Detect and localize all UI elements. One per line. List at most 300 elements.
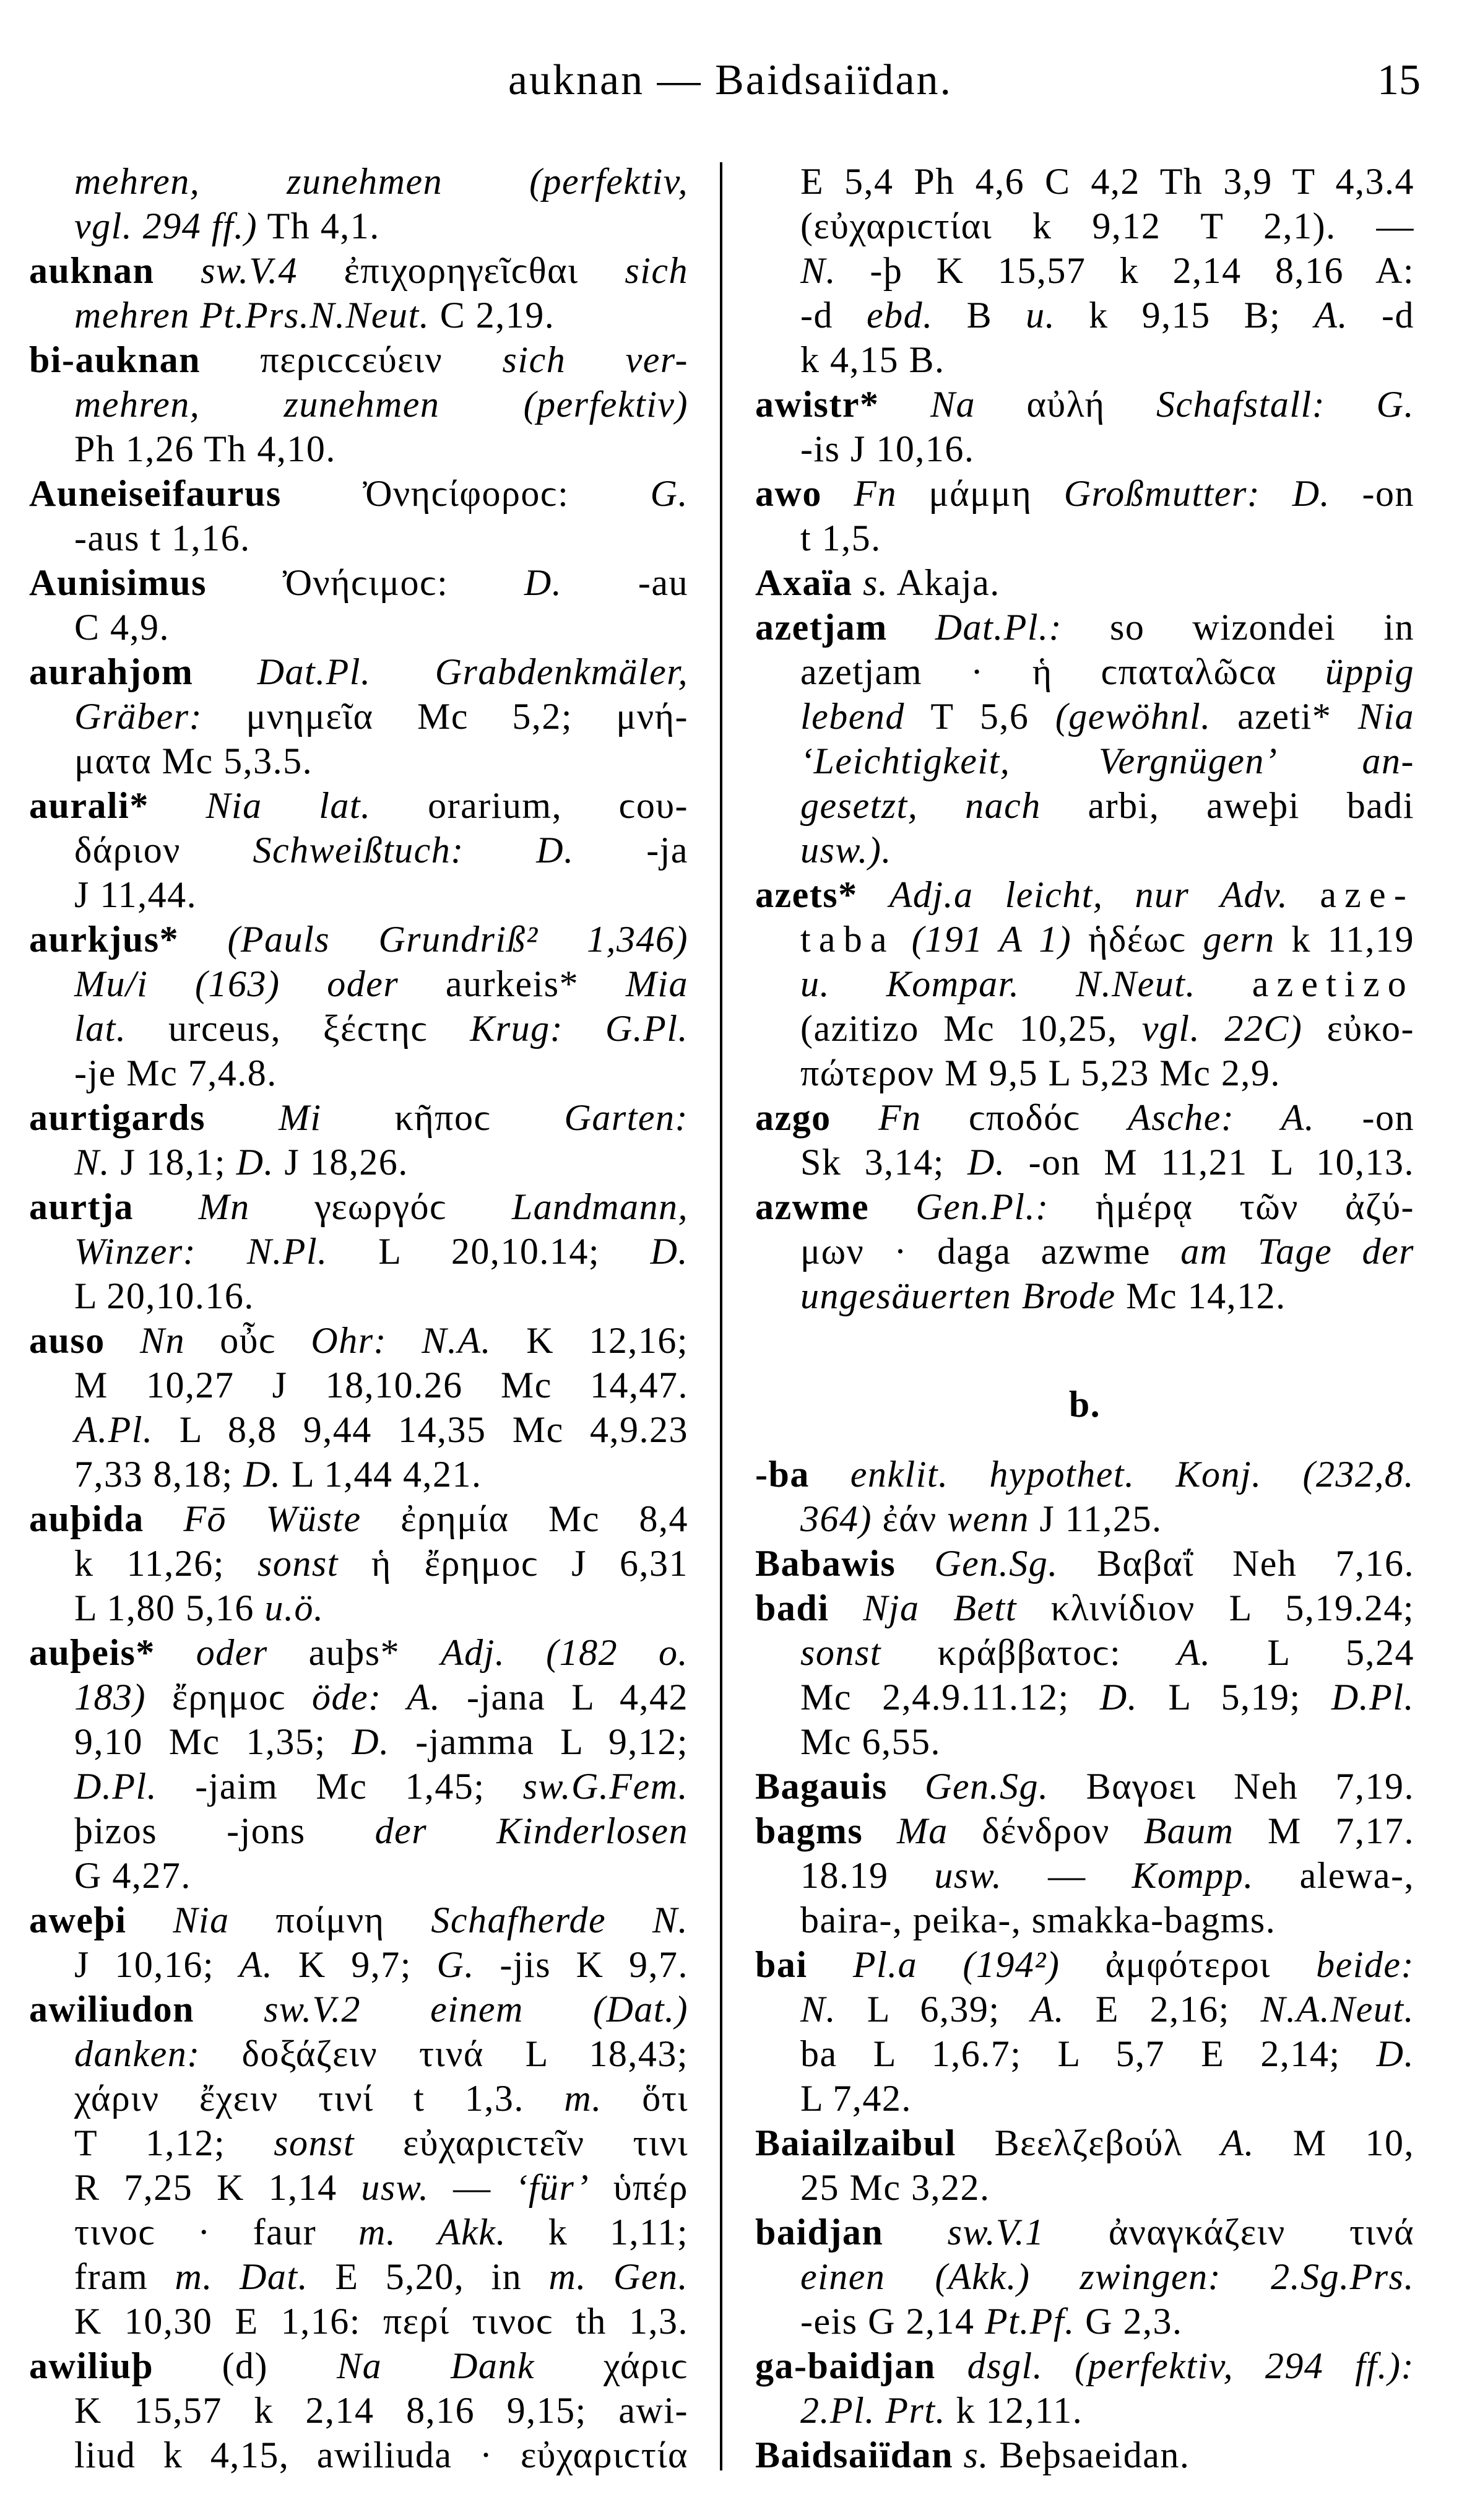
text: azetjam · ἡ ϲπαταλῶϲα [800, 651, 1325, 692]
text [895, 919, 912, 960]
entry-first-line [29, 650, 688, 694]
headword: Aunisimus [29, 562, 207, 603]
text: γεωργόϲ [249, 1186, 512, 1227]
italic-gloss: am Tage der [1180, 1231, 1414, 1272]
italic-gloss: Adj.a leicht, nur Adv. [889, 874, 1289, 915]
section-heading [755, 1382, 1414, 1427]
text: K 10,30 E 1,16: περί τινοϲ th 1,3. [74, 2301, 688, 2342]
italic-gloss: u. [1026, 295, 1056, 336]
text: ἐρημία Mc 8,4 [361, 1498, 688, 1539]
entry-line [755, 694, 1414, 739]
column-divider [720, 162, 722, 2470]
italic-gloss: Nja Bett [863, 1588, 1017, 1628]
entry-line [29, 159, 688, 204]
entry-line [29, 1853, 688, 1898]
headword: awiliudon [29, 1989, 194, 2030]
text: 9,10 Mc 1,35; [74, 1721, 352, 1762]
text [179, 919, 227, 960]
entry-first-line [29, 560, 688, 605]
entry-first-line [755, 2210, 1414, 2254]
italic-gloss: sich [625, 250, 688, 291]
section-letter: b. [1068, 1384, 1101, 1425]
text: ὅτι [602, 2078, 688, 2119]
entry-line [755, 1140, 1414, 1184]
italic-gloss: ebd. [866, 295, 933, 336]
text [888, 1766, 925, 1807]
text [206, 1097, 279, 1138]
entry-first-line [755, 2344, 1414, 2388]
entry-line [755, 1051, 1414, 1095]
text [149, 785, 206, 826]
text: 7,33 8,18; [74, 1454, 244, 1495]
entry-first-line [755, 1586, 1414, 1630]
entry-line [755, 1274, 1414, 1318]
italic-gloss: m. [564, 2078, 602, 2119]
italic-gloss: sw.V.2 einem (Dat.) [264, 1989, 688, 2030]
entry-line [755, 1987, 1414, 2031]
italic-gloss: Winzer: N.Pl. [74, 1231, 328, 1272]
text: L 8,8 9,44 14,35 Mc 4,9.23 [153, 1409, 688, 1450]
entry-first-line [755, 1452, 1414, 1497]
text: εὐκο- [1302, 1008, 1414, 1049]
italic-gloss: sich ver- [502, 339, 688, 380]
text: — [1002, 1855, 1132, 1896]
entry-first-line [755, 1095, 1414, 1140]
italic-gloss: beide: [1316, 1944, 1414, 1985]
text: οὖϲ [185, 1320, 311, 1361]
text: azeti* [1211, 696, 1358, 737]
italic-gloss: usw. [361, 2167, 430, 2208]
italic-gloss: Mi [278, 1097, 322, 1138]
headword: Baidsaiïdan [755, 2435, 953, 2475]
italic-gloss: enklit. hypothet. Konj. (232,8. [850, 1454, 1414, 1495]
text: -je Mc 7,4.8. [74, 1053, 277, 1093]
entry-line [755, 2031, 1414, 2076]
entry-line [755, 962, 1414, 1006]
italic-gloss: mehren, zunehmen (perfektiv) [74, 384, 688, 425]
text: þizos -jons [74, 1810, 375, 1851]
italic-gloss: Fn [854, 473, 897, 514]
italic-gloss: lat. [74, 1008, 127, 1049]
italic-gloss: Schafherde N. [431, 1900, 688, 1940]
italic-gloss: ‘für’ [515, 2167, 590, 2208]
entry-line [755, 1719, 1414, 1764]
text: J 18,1; [110, 1142, 236, 1183]
text: Βαγοει Neh 7,19. [1049, 1766, 1414, 1807]
italic-gloss: Gen.Sg. [934, 1543, 1058, 1584]
italic-gloss: sonst [257, 1543, 339, 1584]
italic-gloss: N. [800, 1989, 837, 2030]
text: k 4,15 B. [800, 339, 945, 380]
italic-gloss: ‘Leichtigkeit, Vergnügen’ an- [800, 741, 1414, 781]
text: -jis K 9,7. [474, 1944, 688, 1985]
text: Akaja. [888, 562, 1000, 603]
italic-gloss: u.ö. [264, 1588, 324, 1628]
entry-line [755, 1497, 1414, 1541]
text: K 12,16; [491, 1320, 688, 1361]
italic-gloss: Kompp. [1132, 1855, 1254, 1896]
text: J 10,16; [74, 1944, 240, 1985]
entry-line [755, 337, 1414, 382]
italic-gloss: Nia lat. [206, 785, 371, 826]
headword: auþida [29, 1498, 144, 1539]
entry-first-line [29, 471, 688, 516]
entry-line [29, 1942, 688, 1987]
italic-gloss: A. [1177, 1632, 1211, 1673]
text: χάριϲ [535, 2345, 688, 2386]
entry-first-line [29, 337, 688, 382]
text: L 5,24 [1211, 1632, 1414, 1673]
entry-line [29, 1586, 688, 1630]
text: -þ K 15,57 k 2,14 8,16 A: [836, 250, 1414, 291]
entry-line [29, 2254, 688, 2299]
italic-gloss: Nia [1357, 696, 1414, 737]
headword: aurali* [29, 785, 149, 826]
entry-line [29, 872, 688, 917]
text: ἡ ἔρημοϲ J 6,31 [338, 1543, 688, 1584]
entry-line [29, 2165, 688, 2210]
entry-line [29, 1407, 688, 1452]
italic-gloss: Großmutter: D. [1063, 473, 1331, 514]
text: L 1,44 4,21. [281, 1454, 482, 1495]
entry-first-line [755, 605, 1414, 650]
text: ποίμνη [229, 1900, 431, 1940]
text [883, 2212, 947, 2253]
text: G 4,27. [74, 1855, 191, 1896]
italic-gloss: D. [1099, 1677, 1138, 1718]
text: μων · daga azwme [800, 1231, 1181, 1272]
entry-first-line [755, 2433, 1414, 2477]
italic-gloss: Krug: G.Pl. [470, 1008, 688, 1049]
entry-first-line [755, 1942, 1414, 1987]
entry-first-line [755, 560, 1414, 605]
italic-gloss: gesetzt, nach [800, 785, 1041, 826]
text [896, 1543, 934, 1584]
text: t 1,5. [800, 518, 881, 558]
entry-line [755, 2388, 1414, 2433]
italic-gloss: vgl. 22C) [1141, 1008, 1303, 1049]
spaced-text: azetizo [1252, 963, 1414, 1004]
text: κράββατοϲ: [881, 1632, 1177, 1673]
text: Mc 2,4.9.11.12; [800, 1677, 1100, 1718]
italic-gloss: lebend [800, 696, 905, 737]
text: -ja [574, 830, 688, 871]
italic-gloss: Na Dank [337, 2345, 535, 2386]
text [810, 1454, 850, 1495]
italic-gloss: N. [800, 250, 837, 291]
text: L 20,10.16. [74, 1275, 254, 1316]
italic-gloss: usw.). [800, 830, 892, 871]
headword: auso [29, 1320, 105, 1361]
text: k 1,11; [506, 2212, 688, 2253]
italic-gloss: Mu/i (163) oder [74, 963, 399, 1004]
entry-line [29, 1229, 688, 1274]
text: L 1,80 5,16 [74, 1588, 265, 1628]
text: πώτερον M 9,5 L 5,23 Mc 2,9. [800, 1053, 1281, 1093]
entry-line [29, 2299, 688, 2344]
entry-line [29, 1809, 688, 1853]
italic-gloss: usw. [934, 1855, 1003, 1896]
text: urceus, ξέϲτηϲ [126, 1008, 470, 1049]
text: -d [800, 295, 867, 336]
entry-line [755, 293, 1414, 337]
entry-line [755, 516, 1414, 560]
text [888, 607, 935, 648]
text: -au [562, 562, 688, 603]
italic-gloss: der Kinderlosen [374, 1810, 688, 1851]
italic-gloss: Ma [896, 1810, 948, 1851]
text: Βεελζεβούλ [956, 2122, 1221, 2163]
running-title: auknan — Baidsaiïdan. [508, 56, 953, 104]
text [154, 250, 201, 291]
headword: -ba [755, 1454, 810, 1495]
italic-gloss: D. [352, 1721, 390, 1762]
italic-gloss: D. [1376, 2033, 1414, 2074]
headword: Axaïa [755, 562, 853, 603]
text [155, 1632, 196, 1673]
text: M 7,17. [1234, 1810, 1414, 1851]
headword: bagms [755, 1810, 863, 1851]
italic-gloss: sonst [274, 2122, 355, 2163]
headword: Baiailzaibul [755, 2122, 956, 2163]
text: Ph 1,26 Th 4,10. [74, 428, 336, 469]
text [869, 1186, 915, 1227]
text: T 5,6 [904, 696, 1055, 737]
italic-gloss: (Pauls Grundriß² 1,346) [227, 919, 688, 960]
italic-gloss: gern [1203, 919, 1275, 960]
entry-first-line [29, 1318, 688, 1363]
headword: Bagauis [755, 1766, 888, 1807]
entry-line [29, 2121, 688, 2165]
text [822, 473, 854, 514]
entry-line [29, 427, 688, 471]
text: B [933, 295, 1026, 336]
text [1196, 963, 1252, 1004]
text: M 10,27 J 18,10.26 Mc 14,47. [74, 1365, 688, 1406]
text: Ὀνήϲιμοϲ: [206, 562, 524, 603]
entry-line [755, 1853, 1414, 1898]
italic-gloss: A. [1031, 1989, 1065, 2030]
italic-gloss: Landmann, [511, 1186, 688, 1227]
italic-gloss: D. [524, 562, 563, 603]
entry-first-line [755, 2121, 1414, 2165]
entry-line [755, 1898, 1414, 1942]
italic-gloss: Fō Wüste [183, 1498, 361, 1539]
text: ματα Mc 5,3.5. [74, 741, 313, 781]
headword: aurtigards [29, 1097, 206, 1138]
text: δοξάζειν τινά L 18,43; [200, 2033, 688, 2074]
italic-gloss: Pt.Pf. [984, 2301, 1075, 2342]
text: χάριν ἔχειν τινί t 1,3. [74, 2078, 565, 2119]
entry-line [755, 159, 1414, 204]
italic-gloss: D.Pl. [1331, 1677, 1414, 1718]
text: -jana L 4,42 [441, 1677, 688, 1718]
entry-first-line [29, 1095, 688, 1140]
italic-gloss: 2.Pl. Prt. [800, 2390, 946, 2431]
text: K 15,57 k 2,14 8,16 9,15; awi- [74, 2390, 688, 2431]
entry-first-line [755, 1764, 1414, 1809]
italic-gloss: sw.V.1 [947, 2212, 1045, 2253]
headword: aweþi [29, 1900, 127, 1940]
text: ἀναγκάζειν τινά [1044, 2212, 1414, 2253]
italic-gloss: sw.G.Fem. [522, 1766, 688, 1807]
entry-first-line [755, 872, 1414, 917]
entry-line [755, 1630, 1414, 1675]
text: 25 Mc 3,22. [800, 2167, 990, 2208]
text: -on [1315, 1097, 1414, 1138]
italic-gloss: vgl. 294 ff.) [74, 206, 258, 246]
text: k 9,15 B; [1055, 295, 1315, 336]
text: κῆποϲ [321, 1097, 565, 1138]
text: aurkeis* [399, 963, 626, 1004]
italic-gloss: oder [196, 1632, 268, 1673]
text: so wizondei in [1062, 607, 1414, 648]
headword: bi-auknan [29, 339, 201, 380]
text [853, 562, 863, 603]
page-number: 15 [1377, 56, 1421, 104]
italic-gloss: Gen.Sg. [925, 1766, 1049, 1807]
headword: azetjam [755, 607, 888, 648]
entry-line [755, 1006, 1414, 1051]
italic-gloss: D.Pl. [74, 1766, 158, 1807]
text: αὐλή [975, 384, 1157, 425]
entry-line [29, 2210, 688, 2254]
entry-line [29, 1719, 688, 1764]
text [829, 1588, 863, 1628]
italic-gloss: wenn [947, 1498, 1029, 1539]
text: J 18,26. [274, 1142, 409, 1183]
italic-gloss: A. [1221, 2122, 1255, 2163]
text: ba L 1,6.7; L 5,7 E 2,14; [800, 2033, 1377, 2074]
headword: aurtja [29, 1186, 134, 1227]
text: E 2,16; [1064, 1989, 1261, 2030]
text: alewa-, [1253, 1855, 1414, 1896]
italic-gloss: u. Kompar. N.Neut. [800, 963, 1196, 1004]
entry-first-line [755, 1809, 1414, 1853]
headword: auþeis* [29, 1632, 155, 1673]
italic-gloss: 364) [800, 1498, 872, 1539]
spaced-text: taba [800, 919, 895, 960]
entry-line [755, 2299, 1414, 2344]
entry-first-line [29, 1630, 688, 1675]
entry-line [29, 2433, 688, 2477]
italic-gloss: Schweißtuch: D. [253, 830, 574, 871]
text [863, 1810, 897, 1851]
text: L 7,42. [800, 2078, 912, 2119]
text: Sk 3,14; [800, 1142, 967, 1183]
blank-line [755, 1318, 1414, 1363]
entry-line [29, 605, 688, 650]
text: τινοϲ · faur [74, 2212, 358, 2253]
text: arbi, aweþi badi [1041, 785, 1414, 826]
entry-first-line [755, 382, 1414, 427]
text: L 20,10.14; [327, 1231, 651, 1272]
italic-gloss: s. [863, 562, 889, 603]
italic-gloss: Schafstall: G. [1156, 384, 1414, 425]
entry-line [755, 828, 1414, 872]
entry-first-line [29, 248, 688, 293]
entry-first-line [755, 1541, 1414, 1586]
text: J 11,25. [1029, 1498, 1162, 1539]
italic-gloss: sonst [800, 1632, 881, 1673]
text: orarium, ϲου- [371, 785, 688, 826]
headword: awo [755, 473, 822, 514]
italic-gloss: D. [236, 1142, 274, 1183]
entry-line [29, 1764, 688, 1809]
italic-gloss: öde: A. [312, 1677, 441, 1718]
text: κλινίδιον L 5,19.24; [1016, 1588, 1414, 1628]
headword: azgo [755, 1097, 831, 1138]
italic-gloss: Ohr: N.A. [311, 1320, 491, 1361]
text [194, 1989, 264, 2030]
text: baira-, peika-, smakka-bagms. [800, 1900, 1276, 1940]
italic-gloss: einen (Akk.) zwingen: 2.Sg.Prs. [800, 2256, 1414, 2297]
entry-line [29, 382, 688, 427]
text: ἔρημοϲ [145, 1677, 313, 1718]
entry-first-line [755, 471, 1414, 516]
headword: ga-baidjan [755, 2345, 936, 2386]
entry-line [755, 1229, 1414, 1274]
entry-first-line [29, 2344, 688, 2388]
text: (d) [153, 2345, 337, 2386]
text [831, 1097, 878, 1138]
italic-gloss: A. [239, 1944, 274, 1985]
entry-line [29, 204, 688, 248]
text: G 2,3. [1075, 2301, 1183, 2342]
entry-line [755, 1675, 1414, 1719]
text: E 5,20, in [308, 2256, 549, 2297]
italic-gloss: danken: [74, 2033, 201, 2074]
italic-gloss: Adj. (182 o. [440, 1632, 688, 1673]
italic-gloss: Gen.Pl.: [915, 1186, 1049, 1227]
italic-gloss: dsgl. (perfektiv, 294 ff.): [967, 2345, 1414, 2386]
text: M 10, [1254, 2122, 1414, 2163]
italic-gloss: m. Akk. [358, 2212, 506, 2253]
italic-gloss: A. [1314, 295, 1349, 336]
italic-gloss: (191 A 1) [911, 919, 1072, 960]
right-column [755, 159, 1414, 2477]
entry-line [29, 293, 688, 337]
text: R 7,25 K 1,14 [74, 2167, 361, 2208]
entry-line [755, 917, 1414, 962]
italic-gloss: G. [436, 1944, 475, 1985]
text: Βαβαΐ Neh 7,16. [1058, 1543, 1414, 1584]
entry-line [755, 427, 1414, 471]
headword: azets* [755, 874, 858, 915]
headword: aurkjus* [29, 919, 180, 960]
text: ἐάν [872, 1498, 948, 1539]
text: -d [1348, 295, 1414, 336]
italic-gloss: Baum [1143, 1810, 1234, 1851]
entry-first-line [755, 1184, 1414, 1229]
entry-line [755, 204, 1414, 248]
text: liud k 4,15, awiliuda · εὐχαριϲτία [74, 2435, 688, 2475]
entry-first-line [29, 1898, 688, 1942]
italic-gloss: Garten: [564, 1097, 688, 1138]
italic-gloss: A.Pl. [74, 1409, 154, 1450]
entry-line [755, 783, 1414, 828]
text: δένδρον [948, 1810, 1144, 1851]
italic-gloss: üppig [1325, 651, 1414, 692]
entry-first-line [29, 1987, 688, 2031]
italic-gloss: Mia [625, 963, 688, 1004]
text: E 5,4 Ph 4,6 C 4,2 Th 3,9 T 4,3.4 [800, 161, 1414, 202]
italic-gloss: D. [243, 1454, 282, 1495]
left-column [29, 159, 688, 2477]
italic-gloss: s. [963, 2435, 989, 2475]
text: μάμμη [896, 473, 1064, 514]
text: auþs* [267, 1632, 441, 1673]
